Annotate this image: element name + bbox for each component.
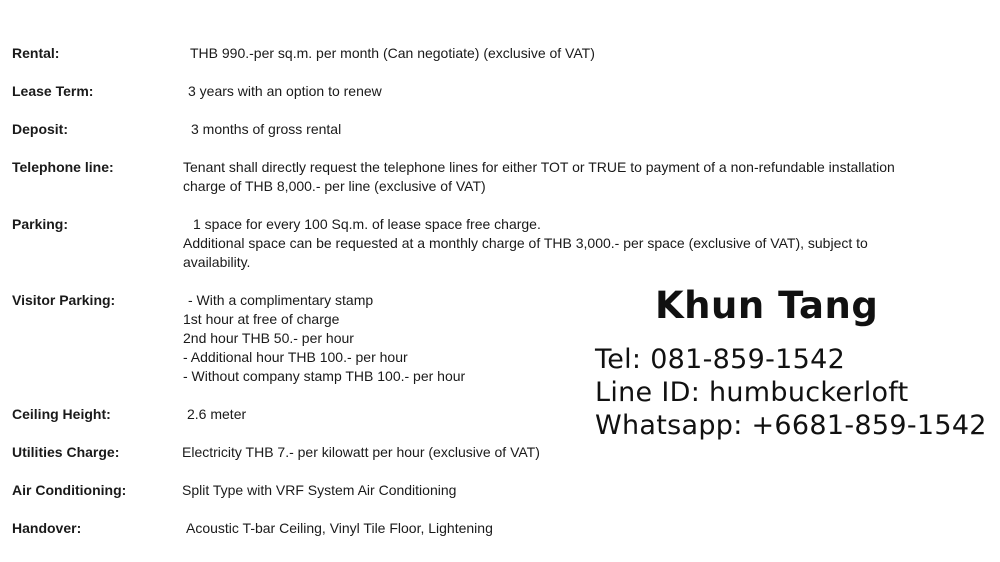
rental-value <box>190 44 595 63</box>
lease-term-line: 3 years with an option to renew <box>188 83 382 99</box>
ceiling-height-label: Ceiling Height: <box>12 406 111 422</box>
handover-value <box>186 519 493 538</box>
air-conditioning-value <box>182 481 456 500</box>
parking-value <box>183 215 868 272</box>
parking-line-1: 1 space for every 100 Sq.m. of lease space free charge. <box>193 216 541 232</box>
handover-label: Handover: <box>12 520 82 536</box>
contact-tel: Tel: 081-859-1542 <box>595 344 846 375</box>
rental-line: THB 990.-per sq.m. per month (Can negotiate) (exclusive of VAT) <box>190 45 595 61</box>
lease-term-value <box>188 82 382 101</box>
parking-label: Parking: <box>12 216 69 232</box>
deposit-line: 3 months of gross rental <box>191 121 342 137</box>
telephone-line-line-1: Tenant shall directly request the telephone lines for either TOT or TRUE to payment of a non-refundable installation <box>183 159 895 175</box>
handover-line: Acoustic T-bar Ceiling, Vinyl Tile Floor, Lightening <box>186 520 493 536</box>
visitor-parking-line-2: 1st hour at free of charge <box>183 311 340 327</box>
visitor-parking-value <box>183 291 465 386</box>
telephone-line-value <box>183 158 895 196</box>
telephone-line-label: Telephone line: <box>12 159 114 175</box>
visitor-parking-label: Visitor Parking: <box>12 292 116 308</box>
contact-line-id: Line ID: humbuckerloft <box>595 377 909 408</box>
deposit-label: Deposit: <box>12 121 68 137</box>
contact-name: Khun Tang <box>655 284 879 327</box>
lease-term-label: Lease Term: <box>12 83 94 99</box>
air-conditioning-line: Split Type with VRF System Air Conditioning <box>182 482 457 498</box>
visitor-parking-line-4: - Additional hour THB 100.- per hour <box>183 349 408 365</box>
telephone-line-line-2: charge of THB 8,000.- per line (exclusive of VAT) <box>183 178 486 194</box>
rental-label: Rental: <box>12 45 60 61</box>
utilities-charge-value <box>182 443 540 462</box>
parking-line-3: availability. <box>183 254 251 270</box>
ceiling-height-line: 2.6 meter <box>187 406 247 422</box>
parking-line-2: Additional space can be requested at a monthly charge of THB 3,000.- per space (exclusive of VAT), subject to <box>183 235 868 251</box>
visitor-parking-line-3: 2nd hour THB 50.- per hour <box>183 330 354 346</box>
contact-whatsapp: Whatsapp: +6681-859-1542 <box>595 410 987 441</box>
utilities-charge-label: Utilities Charge: <box>12 444 120 460</box>
deposit-value <box>191 120 341 139</box>
utilities-charge-line: Electricity THB 7.- per kilowatt per hour (exclusive of VAT) <box>182 444 540 460</box>
visitor-parking-line-5: - Without company stamp THB 100.- per hour <box>183 368 466 384</box>
visitor-parking-line-1: - With a complimentary stamp <box>188 292 374 308</box>
ceiling-height-value <box>187 405 246 424</box>
air-conditioning-label: Air Conditioning: <box>12 482 127 498</box>
